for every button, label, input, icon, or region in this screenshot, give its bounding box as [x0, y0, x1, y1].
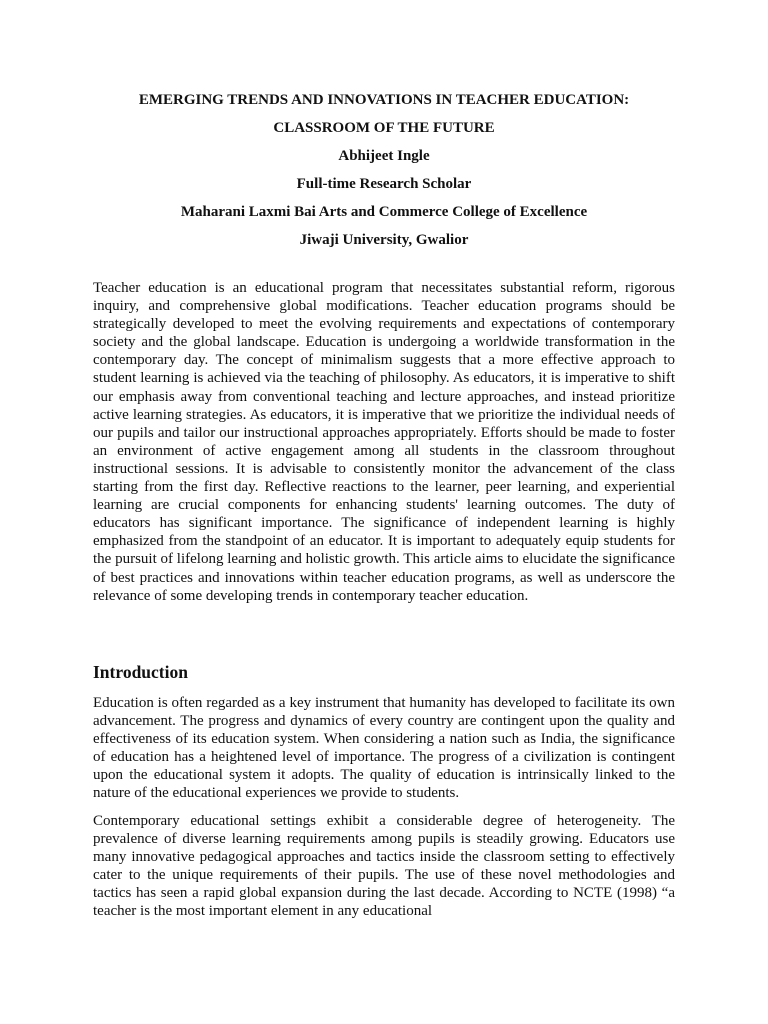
author-name: Abhijeet Ingle [338, 148, 430, 164]
paper-title-line-2: CLASSROOM OF THE FUTURE [273, 120, 495, 136]
introduction-paragraph-2: Contemporary educational settings exhibit a considerable degree of heterogeneity. The prevalence of diverse learning requirements among pupils is steadily growing. Educators use many innovative pedagogical approaches and tactics inside the classroom setting to effectively cater to the unique requirements of their pupils. The use of these novel methodologies and tactics has seen a rapid global expansion during the last decade. According to NCTE (1998) “a teacher is the most important element in any educational [93, 813, 675, 920]
author-college: Maharani Laxmi Bai Arts and Commerce College of Excellence [180, 204, 588, 220]
author-university: Jiwaji University, Gwalior [299, 232, 469, 248]
section-heading-introduction: Introduction [93, 662, 188, 682]
paper-title-line-1: EMERGING TRENDS AND INNOVATIONS IN TEACHER EDUCATION: [138, 92, 630, 108]
title-block [93, 86, 675, 254]
introduction-paragraph-1: Education is often regarded as a key instrument that humanity has developed to facilitate its own advancement. The progress and dynamics of every country are contingent upon the quality and effectiveness of its education system. When considering a nation such as India, the significance of education has a heightened level of importance. The progress of a civilization is contingent upon the educational system it adopts. The quality of education is intrinsically linked to the nature of the educational experiences we provide to students. [93, 695, 675, 802]
abstract-paragraph: Teacher education is an educational program that necessitates substantial reform, rigorous inquiry, and comprehensive global modifications. Teacher education programs should be strategically developed to meet the evolving requirements and expectations of contemporary society and the global landscape. Education is undergoing a worldwide transformation in the contemporary day. The concept of minimalism suggests that a more effective approach to student learning is achieved via the teaching of philosophy. As educators, it is imperative to shift our emphasis away from conventional teaching and lecture approaches, and instead prioritize active learning strategies. As educators, it is imperative that we prioritize the individual needs of our pupils and tailor our instructional approaches appropriately. Efforts should be made to foster an environment of active engagement among all students in the classroom throughout instructional sessions. It is advisable to consistently monitor the advancement of the class starting from the first day. Reflective reactions to the learner, peer learning, and experiential learning are crucial components for enhancing students' learning outcomes. The duty of educators has significant importance. The significance of independent learning is highly emphasized from the standpoint of an educator. It is important to adequately equip students for the pursuit of lifelong learning and holistic growth. This article aims to elucidate the significance of best practices and innovations within teacher education programs, as well as underscore the relevance of some developing trends in contemporary teacher education. [93, 280, 675, 604]
author-position: Full-time Research Scholar [296, 176, 472, 192]
